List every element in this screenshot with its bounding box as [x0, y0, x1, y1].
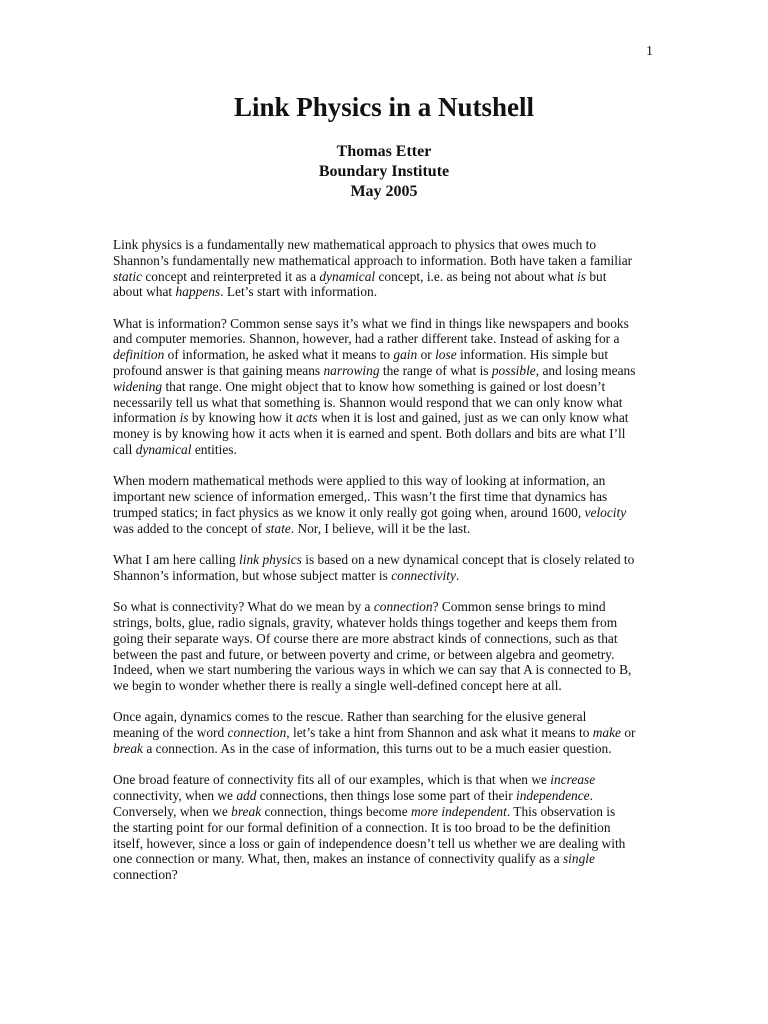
body-paragraph [113, 599, 663, 694]
text-line [113, 331, 663, 347]
emphasized-text: narrowing [323, 363, 380, 379]
body-paragraph [113, 709, 663, 756]
body-paragraph [113, 772, 663, 883]
document-body [113, 237, 663, 898]
emphasized-text: connectivity [391, 567, 456, 583]
emphasized-text: is [179, 410, 189, 426]
text-line [113, 678, 663, 694]
text-line [113, 631, 663, 647]
text-run: but [586, 268, 607, 284]
text-line [113, 395, 663, 411]
text-run: is based on a new dynamical concept that is closely related to [301, 552, 635, 568]
text-run: that range. One might object that to know how something is gained or lost doesn’t [162, 378, 606, 394]
body-paragraph [113, 473, 663, 536]
text-run: about what [113, 284, 176, 300]
text-run: of information, he asked what it means to [164, 347, 394, 363]
text-line [113, 599, 663, 615]
text-line [113, 647, 663, 663]
text-line [113, 851, 663, 867]
text-line [113, 347, 663, 363]
text-run: concept, i.e. as being not about what [375, 268, 578, 284]
text-run: What is information? Common sense says it’s what we find in things like newspapers and books [113, 315, 629, 331]
text-line [113, 521, 663, 537]
emphasized-text: dynamical [135, 442, 192, 458]
text-run: necessarily tell us what that something is. Shannon would respond that we can only know what [113, 394, 623, 410]
text-run: Shannon’s information, but whose subject matter is [113, 567, 392, 583]
text-run: strings, bolts, glue, radio signals, gravity, whatever holds things together and keeps them from [113, 614, 618, 630]
emphasized-text: dynamical [319, 268, 376, 284]
text-run: and computer memories. Shannon, however, had a rather different take. Instead of asking for a [113, 331, 620, 347]
emphasized-text: break [231, 803, 262, 819]
text-run: Link physics is a fundamentally new mathematical approach to physics that owes much to [113, 237, 597, 252]
text-line [113, 804, 663, 820]
text-run: , and losing means [535, 363, 636, 379]
emphasized-text: add [236, 788, 257, 804]
text-line [113, 662, 663, 678]
text-run: trumped statics; in fact physics as we know it only really got going when, around 1600, [113, 504, 585, 520]
text-line [113, 709, 663, 725]
text-run: the starting point for our formal definition of a connection. It is too broad to be the definition [113, 819, 611, 835]
emphasized-text: single [562, 851, 595, 867]
body-paragraph [113, 237, 663, 300]
text-line [113, 772, 663, 788]
emphasized-text: make [592, 725, 621, 741]
text-run: by knowing how it [188, 410, 297, 426]
emphasized-text: independence [516, 788, 590, 804]
emphasized-text: possible [491, 363, 536, 379]
body-paragraph [113, 316, 663, 458]
text-run: . [589, 788, 593, 804]
text-line [113, 410, 663, 426]
text-run: Once again, dynamics comes to the rescue. Rather than searching for the elusive general [113, 709, 587, 725]
text-line [113, 269, 663, 285]
text-line [113, 284, 663, 300]
emphasized-text: is [577, 268, 586, 284]
text-run: connections, then things lose some part of their [256, 788, 516, 804]
text-line [113, 316, 663, 332]
emphasized-text: happens [175, 284, 221, 300]
text-run: important new science of information emerged,. This wasn’t the first time that dynamics has [113, 489, 608, 505]
text-line [113, 426, 663, 442]
text-line [113, 489, 663, 505]
emphasized-text: definition [113, 347, 165, 363]
text-run: connectivity, when we [113, 788, 237, 804]
text-line [113, 615, 663, 631]
text-line [113, 568, 663, 584]
text-run: when it is lost and gained, just as we can only know what [317, 410, 629, 426]
emphasized-text: connection [227, 725, 287, 741]
text-line [113, 788, 663, 804]
institution-name: Boundary Institute [318, 163, 450, 180]
text-line [113, 552, 663, 568]
text-line [113, 741, 663, 757]
body-paragraph [113, 552, 663, 584]
emphasized-text: velocity [584, 504, 627, 520]
text-run: One broad feature of connectivity fits all of our examples, which is that when we [113, 772, 551, 788]
text-run: or [417, 347, 436, 363]
text-run: Indeed, when we start numbering the various ways in which we can say that A is connected to B, [113, 662, 632, 678]
text-run: meaning of the word [113, 725, 228, 741]
text-run: or [621, 725, 636, 741]
author-name: Thomas Etter [336, 143, 432, 160]
text-run: was added to the concept of [113, 520, 266, 536]
text-run: going their separate ways. Of course there are more abstract kinds of connections, such as that [113, 630, 618, 646]
text-run: connection, things become [261, 803, 412, 819]
byline [0, 142, 768, 202]
text-run: . Let’s start with information. [220, 284, 378, 300]
text-run: Shannon’s fundamentally new mathematical approach to information. Both have taken a familiar [113, 252, 633, 268]
text-run: a connection. As in the case of information, this turns out to be a much easier question. [143, 741, 612, 757]
emphasized-text: state [265, 520, 291, 536]
emphasized-text: lose [435, 347, 457, 363]
text-run: Conversely, when we [113, 803, 232, 819]
text-line [113, 442, 663, 458]
text-run: information [113, 410, 180, 426]
text-line [113, 867, 663, 883]
text-line [113, 363, 663, 379]
text-line [113, 473, 663, 489]
text-run: concept and reinterpreted it as a [142, 268, 320, 284]
emphasized-text: acts [296, 410, 318, 426]
text-run: we begin to wonder whether there is really a single well-defined concept here at all. [113, 678, 562, 694]
emphasized-text: more independent [411, 803, 507, 819]
text-run: . [455, 567, 460, 583]
text-run: entities. [191, 442, 237, 458]
emphasized-text: link physics [239, 552, 302, 568]
text-line [113, 836, 663, 852]
text-run: call [113, 442, 136, 458]
text-line [113, 379, 663, 395]
text-run: . This observation is [506, 803, 616, 819]
text-line [113, 237, 663, 253]
text-run: one connection or many. What, then, makes an instance of connectivity qualify as a [113, 851, 563, 867]
text-run: the range of what is [379, 363, 492, 379]
emphasized-text: connection [373, 599, 433, 615]
text-run: , let’s take a hint from Shannon and ask what it means to [286, 725, 593, 741]
emphasized-text: static [113, 268, 143, 284]
text-run: profound answer is that gaining means [113, 363, 324, 379]
text-run: money is by knowing how it acts when it is earned and spent. Both dollars and bits are what I’ll [113, 426, 626, 442]
text-line [113, 820, 663, 836]
text-run: information. His simple but [456, 347, 609, 363]
text-line [113, 253, 663, 269]
emphasized-text: gain [393, 347, 418, 363]
text-run: connection? [113, 867, 178, 883]
emphasized-text: break [113, 741, 143, 757]
text-run: When modern mathematical methods were applied to this way of looking at information, an [113, 473, 606, 489]
text-run: between the past and future, or between poverty and crime, or between algebra and geometry. [113, 646, 615, 662]
page-number: 1 [646, 44, 653, 59]
text-line [113, 505, 663, 521]
publication-date: May 2005 [350, 183, 418, 200]
text-run: ? Common sense brings to mind [432, 599, 606, 615]
document-title: Link Physics in a Nutshell [233, 92, 535, 122]
emphasized-text: widening [113, 378, 163, 394]
text-run: So what is connectivity? What do we mean by a [113, 599, 374, 615]
text-run: itself, however, since a loss or gain of independence doesn’t tell us whether we are dealing with [113, 835, 626, 851]
text-run: What I am here calling [113, 552, 240, 568]
text-line [113, 725, 663, 741]
emphasized-text: increase [550, 772, 596, 788]
text-run: . Nor, I believe, will it be the last. [290, 520, 471, 536]
